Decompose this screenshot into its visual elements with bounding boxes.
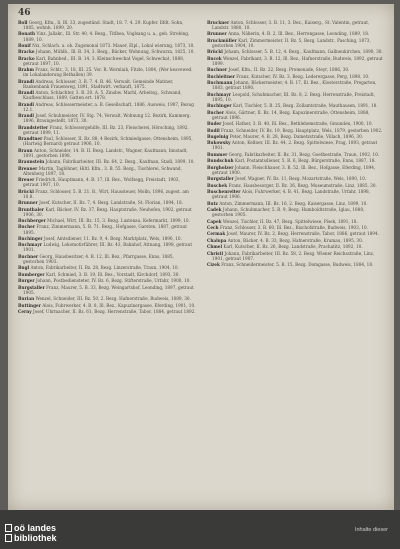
- directory-entry: [18, 285, 196, 295]
- entry-surname: Brandtner: [18, 136, 43, 142]
- entry-details: Leopold, Schuhmacher, III. Bz. 8, 2. Bezg. Herrenstraße, Freistadt, 1895, 10.: [212, 91, 376, 102]
- directory-entry: [18, 113, 196, 123]
- directory-entry: [18, 67, 196, 77]
- entry-surname: Brunner: [207, 31, 227, 37]
- entry-surname: Burian: [18, 296, 35, 302]
- entry-surname: Buchmayr: [18, 242, 42, 248]
- entry-surname: Cadek: [207, 207, 222, 213]
- entry-surname: Buchleitner: [207, 73, 235, 79]
- entry-details: Johann, Mühlb., Ill. B. 34, 3. Bezg., Bäcker, Wohnung, Schwarza, 1825, 10.: [35, 49, 195, 55]
- entry-surname: Bruckmüller: [207, 37, 237, 43]
- entry-details: Paul, Schlosser, II. Bz. 88, 4 Bezirk, Schmiedgasse, Ottensheim, 1895, (Hartwig Bernard) getraut 1906, 10.: [23, 136, 193, 147]
- directory-entry: [18, 90, 196, 100]
- directory-entry: [18, 166, 196, 176]
- entry-surname: Buttinger: [18, 302, 41, 308]
- entry-details: Karl, Kutscher, II. Bz. 26, Bezg. Landstraße, Prachatitz, 1892, 10.: [223, 244, 363, 250]
- entry-details: Peter, Maurer, 4. B. 28, Bezg. Dametzstraße, Villach, 1896, 30.: [229, 133, 364, 139]
- directory-entry: [18, 236, 196, 241]
- footer-credit-text: Inhalte dieser: [354, 527, 388, 533]
- entry-surname: Buchinger: [18, 235, 43, 241]
- directory-entry: [207, 201, 385, 206]
- directory-entry: [207, 67, 385, 72]
- entry-surname: Chalupa: [207, 237, 227, 243]
- directory-entry: [207, 183, 385, 188]
- entry-details: Alois, Fuhrwerker, 4. B. 41, Bezg. Landstraße, Urfahr, 1898, getraut 1906.: [212, 189, 371, 200]
- entry-details: Martin, Taglöhner, Hiltl. Kfm., 3. B. 55. Bezg., Tischlerei, Schwand, Altenberg 1897, 18.: [23, 165, 182, 176]
- footer-bar: [0, 510, 400, 549]
- entry-details: Anton, Fabrikarbeiter, II. Bz. 28, Bezg. Linzerstraße, Traun, 1904, 10.: [30, 265, 179, 271]
- entry-surname: Cerny: [18, 309, 32, 315]
- entry-details: Wenzel, Fabrikant, 3. B. 12, Ill. Bez., Hafnerstraße, Budweis, 1892, getraut 1899.: [212, 55, 383, 66]
- entry-details: Josef, Kfm., II. Bz. 22, Bezg. Promenade, Steyr, 1886, 30.: [228, 67, 350, 73]
- entry-surname: Burger: [18, 278, 35, 284]
- directory-entry: [207, 103, 385, 108]
- entry-surname: Burgstaller: [18, 284, 45, 290]
- entry-details: Josef, Wagner, IV. Bz. 11, Bezg. Mozartstraße, Wels, 1890, 10.: [235, 176, 367, 182]
- entry-surname: Bracke: [18, 49, 35, 55]
- entry-surname: Brandl: [18, 101, 35, 107]
- directory-entry: [207, 134, 385, 139]
- entry-details: Karl, Postamtsdiener, 5. B. 6, Bezg. Bürgerstraße, Enns, 1887, 18.: [234, 158, 376, 164]
- directory-entry: [18, 207, 196, 217]
- entry-surname: Brückl: [18, 188, 34, 194]
- directory-entry: [18, 20, 196, 30]
- entry-details: Ludwig, Lokomotivführer, III. Bz. 43, Bahnhof, Attnang, 1898, getraut 1901.: [23, 242, 193, 253]
- entry-details: Karl, Zimmermeister, II. Bz. 5, Bezg. Landstr., Pasching, 1873, gestorben 1904, 10.: [212, 37, 371, 48]
- entry-surname: Brückl: [207, 49, 223, 55]
- entry-details: Karl, Bäcker, IV. Bz. 37, Bezg. Hauptstraße, Neuhofen, 1902, getraut 1906, 30.: [23, 206, 192, 217]
- directory-entry: [207, 225, 385, 230]
- entry-surname: Bonif: [18, 42, 31, 48]
- directory-entry: [18, 177, 196, 187]
- entry-surname: Bonath: [18, 31, 36, 37]
- entry-surname: Buchner: [18, 253, 39, 259]
- right-column: [207, 20, 385, 269]
- entry-surname: Brunner: [18, 200, 38, 206]
- entry-surname: Brenner: [18, 165, 38, 171]
- entry-details: Alois, Fuhrwerker, 4. B. 8, Ill. Bez., Kapuzinergasse, Eferding, 1901, 10.: [42, 302, 196, 308]
- directory-entry: [207, 110, 385, 120]
- entry-surname: Brandstetter: [18, 124, 49, 130]
- entry-details: Franz, Schlosser, 3. B. 60, Ill. Bez., Bischofstraße, Budweis, 1903, 10.: [219, 224, 369, 230]
- entry-details: Franz, Schneider, IV. Bz. 19, Bezg. Hauptplatz, Wels, 1879, gestorben 1902.: [221, 127, 383, 133]
- directory-entry: [207, 231, 385, 236]
- directory-entry: [18, 265, 196, 270]
- entry-details: Johann, Fleischhauer, 3. B. 52, Ill. Bez., Hofgasse, Eferding, 1894, getraut 1900.: [212, 164, 376, 175]
- entry-details: Anton, Kellner, III. Bz. 44, 2. Bezg. Spittelwiese, Prag, 1893, getraut 1901.: [212, 140, 378, 151]
- directory-entry: [207, 189, 385, 199]
- directory-entry: [18, 303, 196, 308]
- entry-details: Georg, Hausbesitzer, 4. B. 12, Ill. Bez., Pfarrgasse, Enns, 1885, gestorben 1903.: [23, 253, 174, 264]
- directory-entry: [18, 102, 196, 112]
- entry-surname: Buschek: [207, 182, 228, 188]
- logo-line-1: oö landes: [14, 523, 57, 533]
- entry-surname: Bummer: [207, 151, 228, 157]
- directory-entry: [207, 251, 385, 261]
- entry-surname: Bundschuh: [207, 158, 234, 164]
- entry-details: Josef, Schuhmeister, IV. Stg. 74, Verwalt. Wohnung 12. Bezirk, Kammerg. 1896, Braungestellt, 1873, 30.: [23, 113, 191, 124]
- entry-surname: Brunthaler: [18, 206, 44, 212]
- entry-details: Johann, Postbediensteter, IV. Bz. 6, Bezg. Stifterstraße, Urfahr, 1900, 10.: [35, 278, 191, 284]
- entry-details: Josef, Hafner, 3. B. 40, Ill. Bez., Bethlehemstraße, Gmunden, 1900, 10.: [222, 121, 373, 127]
- entry-details: Anton, Schlachter, 3. B. 20. A. 5. Zinsbw. Marhl, Arbeitsg., Schwand, Kaufbeschluss, 1889, Gatten ert. 1878.: [23, 90, 182, 101]
- entry-surname: Bucher: [207, 109, 225, 115]
- entry-surname: Braun: [18, 147, 33, 153]
- entry-details: Franz, Schneidermeister, 5. B. 15, Bezg. Domgasse, Budweis, 1884, 18.: [221, 262, 374, 268]
- entry-details: Nix, Schlach. u. ob. Zugsmonal 1873. Mauer, Elpl., Lokal wierung, 1873, 10.: [32, 42, 195, 48]
- left-column: [18, 20, 196, 315]
- directory-entry: [18, 296, 196, 301]
- directory-entry: [207, 49, 385, 54]
- entry-details: Karl, Bahnbed., III. B. 14, 3. Kleinschwechat Vogel, Schwechat, 1888, getraut 1897, 10.: [23, 55, 185, 66]
- directory-entry: [207, 238, 385, 243]
- directory-entry: [18, 309, 196, 314]
- entry-details: Friedrich, Hauptmann, 4. B. 17, Ill. Bez., Wolfsegg, Freistadt, 1903, getraut 1907, 10.: [23, 177, 180, 188]
- entry-surname: Bracko: [18, 55, 35, 61]
- entry-surname: Budil: [207, 127, 220, 133]
- entry-details: Anton, Zimmermann, III. Bz. 16, 2. Bezg. Kaisergasse, Linz, 1899, 10.: [219, 200, 368, 206]
- entry-surname: Buchberger: [18, 218, 46, 224]
- entry-surname: Burgstaller: [207, 176, 234, 182]
- directory-entry: [207, 207, 385, 217]
- entry-details: Karl, Schmied, 3. B. 19, Ill. Bez., Vorstadt, Kirchdorf, 1893, 30.: [45, 271, 180, 277]
- directory-entry: [207, 176, 385, 181]
- entry-details: Franz, Kutscher, IV. Bz. 3, Bezg. Lederergasse, Perg, 1898, 10.: [236, 73, 370, 79]
- directory-entry: [207, 219, 385, 224]
- entry-surname: Bumberger: [18, 271, 45, 277]
- entry-details: Franz, Zimmermann, 5. B. 71. Bezg., Hofgasse, Garsten, 1887, getraut 1895.: [23, 224, 187, 235]
- directory-entry: [207, 92, 385, 102]
- directory-entry: [207, 262, 385, 267]
- entry-details: Anton, Bäcker, 4. B. 33, Bezg. Hafnerstraße, Krumau, 1895, 30.: [227, 237, 364, 243]
- directory-entry: [18, 224, 196, 234]
- entry-surname: Christl: [207, 250, 224, 256]
- directory-entry: [207, 74, 385, 79]
- entry-details: Wenzel, Tischler, II. Bz. 47, Bezg. Spittelwiese, Pisek, 1891, 18.: [222, 218, 358, 224]
- entry-details: Josef, Maurer, IV. Bz. 2, Bezg. Herrenstraße, Tabor, 1886, getraut 1894.: [226, 231, 379, 237]
- entry-surname: Bugelnig: [207, 133, 229, 139]
- entry-surname: Brandl: [18, 90, 35, 96]
- directory-entry: [18, 159, 196, 164]
- entry-details: Franz, Schlossergehilfe, III. Bz. 23, Fleischerei, Hörsching, 1892, getraut 1899, 11.: [23, 124, 189, 135]
- entry-details: Johann, Schuhmacher, 5. B. 9, Bezg. Humboldtstraße, Iglau, 1888, gestorben 1905.: [212, 207, 365, 218]
- entry-details: Johann, Schlosser, 5. B. 12, 4. Bezg., Kaufmann, Gallneukirchen, 1890, 30.: [224, 49, 383, 55]
- directory-entry: [207, 128, 385, 133]
- library-logo[interactable]: [5, 523, 57, 543]
- entry-details: Wenzel, Schneider, III. Bz. 50, 2. Bezg. Hafnerstraße, Budweis, 1889, 30.: [35, 296, 191, 302]
- document-page: [8, 4, 394, 510]
- entry-details: Georg, Fabrikarbeiter, II. Bz. 31, Bezg. Goethestraße, Traun, 1902, 10.: [228, 151, 380, 157]
- directory-entry: [18, 200, 196, 205]
- entry-details: Andreas, Schlossermeister, a. B. Gesellschaft, 1886, Ausweis, 1907, Bezug 12.1.: [23, 101, 194, 112]
- entry-details: Anton, Schlosser, 3. B. 11, 3. Bez., Kaiserg., St. Valentin, getraut, Landstr. 1880, 10.: [212, 20, 370, 31]
- directory-entry: [18, 278, 196, 283]
- entry-details: Johann, Fabrikarbeiter, III. Bz. 58, 2. Bezg. Wiener Reichsstraße, Linz, 1901, getraut 1907.: [212, 250, 375, 261]
- entry-surname: Cizek: [207, 262, 220, 268]
- directory-entry: [207, 152, 385, 157]
- entry-surname: Bruckner: [207, 20, 230, 25]
- entry-details: Anton, Schneider, 14. B. II. Bezg. Landstr., Wagner, Kaufmann, Innstadt, 1891, gestorben 1898.: [23, 147, 188, 158]
- entry-surname: Buchmayr: [207, 91, 231, 97]
- entry-details: Georg, Kfm., Ii, Bl. 33, zugeständ. Stadt, 18. 7. 4. 29. Kupfer. Ilfdt. Sohn, 1885, wohnh. 1899, 20.: [23, 20, 184, 31]
- directory-entry: [18, 49, 196, 54]
- directory-entry: [18, 189, 196, 199]
- entry-surname: Cermak: [207, 231, 226, 237]
- entry-details: Franz, Maurer, 5. B. 33, Bezg. Weingartshof, Leonding, 1897, getraut 1905.: [23, 284, 194, 295]
- entry-details: Josef, Uhrmacher, II. Bz. 61, Bezg. Herrenstraße, Tabor, 1884, getraut 1892.: [33, 309, 196, 315]
- entry-surname: Bucher: [18, 224, 36, 230]
- directory-entry: [207, 80, 385, 90]
- entry-surname: Capek: [207, 218, 222, 224]
- directory-entry: [18, 125, 196, 135]
- entry-surname: Breuer: [18, 177, 35, 183]
- entry-details: Andreas, Schlosser, 3. B. 7. 4. B. 46. Verwalt. Gemeinde Matiner, Bankenbank Frauenweg, 1891, Stadtwirt. verkauft, 1875.: [23, 78, 174, 89]
- directory-entry: [207, 244, 385, 249]
- directory-entry: [207, 31, 385, 36]
- entry-surname: Bukowsky: [207, 140, 231, 146]
- logo-line-2: bibliothek: [14, 533, 57, 543]
- entry-surname: Cech: [207, 224, 219, 230]
- entry-surname: Buchner: [207, 67, 228, 73]
- entry-details: Michael, Wirt, III. Bz. 15, 3. Bezg. Lustenau, Kefermarkt, 1899, 10.: [47, 218, 190, 224]
- directory-entry: [18, 148, 196, 158]
- entry-details: Franz, Hausbesorger, II. Bz. 36, Bezg. Museumstraße, Linz, 1885, 30.: [228, 182, 377, 188]
- entry-surname: Buschenreiter: [207, 189, 241, 195]
- directory-entry: [207, 56, 385, 66]
- directory-entry: [18, 79, 196, 89]
- entry-surname: Brandl: [18, 113, 35, 119]
- library-logo-icon: [5, 534, 12, 542]
- entry-surname: Butz: [207, 200, 218, 206]
- entry-surname: Braunstein: [18, 159, 45, 165]
- directory-entry: [207, 38, 385, 48]
- directory-entry: [18, 218, 196, 223]
- entry-details: Franz, Schlosser, 5. B. 21. B., Wirt, Haussteuer, Molln, 1896, zugest. am 10.8.: [23, 188, 189, 199]
- entry-surname: Buchmann: [207, 80, 233, 86]
- entry-surname: Boll: [18, 20, 28, 25]
- entry-surname: Bucek: [207, 55, 222, 61]
- entry-surname: Buder: [207, 121, 222, 127]
- entry-surname: Burgholzer: [207, 164, 234, 170]
- entry-details: Anna, Näherin, 4. B. 2, Ill. Bez., Herrengasse, Leonding, 1889, 18.: [228, 31, 370, 37]
- entry-surname: Bugl: [18, 265, 30, 271]
- directory-entry: [207, 158, 385, 163]
- entry-details: Alois, Gärtner, II. Bz. 14, Bezg. Kapuzinerstraße, Ottensheim, 1888, getraut 1896.: [212, 109, 370, 120]
- entry-surname: Chmel: [207, 244, 223, 250]
- entry-surname: Brandl: [18, 78, 35, 84]
- directory-entry: [18, 254, 196, 264]
- entry-details: Josef, Kutscher, II. Bz. 7, 4. Bezg. Landstraße, St. Florian, 1894, 18.: [39, 200, 184, 206]
- directory-entry: [18, 272, 196, 277]
- entry-details: Josef, Amtsdiener, 11. Bz. 9, 4. Bezg. Marktplatz, Wels, 1890, 10.: [43, 235, 182, 241]
- entry-details: Johann, Bäckermeister, 4. B. 17, Ill. Bez., Klosterstraße, Pregarten, 1883, getraut 1890.: [212, 80, 377, 91]
- directory-entry: [207, 140, 385, 150]
- library-logo-icon: [5, 524, 12, 532]
- entry-details: Johann, Fabrikarbeiter, III. Bz. 64, 2. Bezg., Kaufman, Stadl, 1899, 10.: [45, 159, 195, 165]
- entry-details: Karl, Tischler, 5. B. 25, Bezg. Zollamtstraße, Mauthausen, 1891, 18.: [232, 103, 378, 109]
- directory-entry: [207, 165, 385, 175]
- directory-entry: [18, 43, 196, 48]
- entry-details: Vinz. Jallakr., Ill. Str. 40, 4. Bezg., Titlbea, Voglsang u. a., geb. Strebing, 1889, 10.: [23, 31, 190, 42]
- directory-entry: [18, 136, 196, 146]
- entry-details: Franz, Schlr., 3, 18, III. 25. Vor. R. Wernlaib, Fitzle, 1804, (Wer keavewed. im Lokalanderung Bethallen) 39.: [23, 67, 193, 78]
- directory-entry: [207, 20, 385, 30]
- directory-entry: [18, 56, 196, 66]
- directory-entry: [18, 31, 196, 41]
- entry-surname: Brahm: [18, 67, 34, 73]
- directory-entry: [18, 242, 196, 252]
- page-number: 46: [18, 8, 31, 18]
- entry-surname: Buchinger: [207, 103, 232, 109]
- directory-entry: [207, 121, 385, 126]
